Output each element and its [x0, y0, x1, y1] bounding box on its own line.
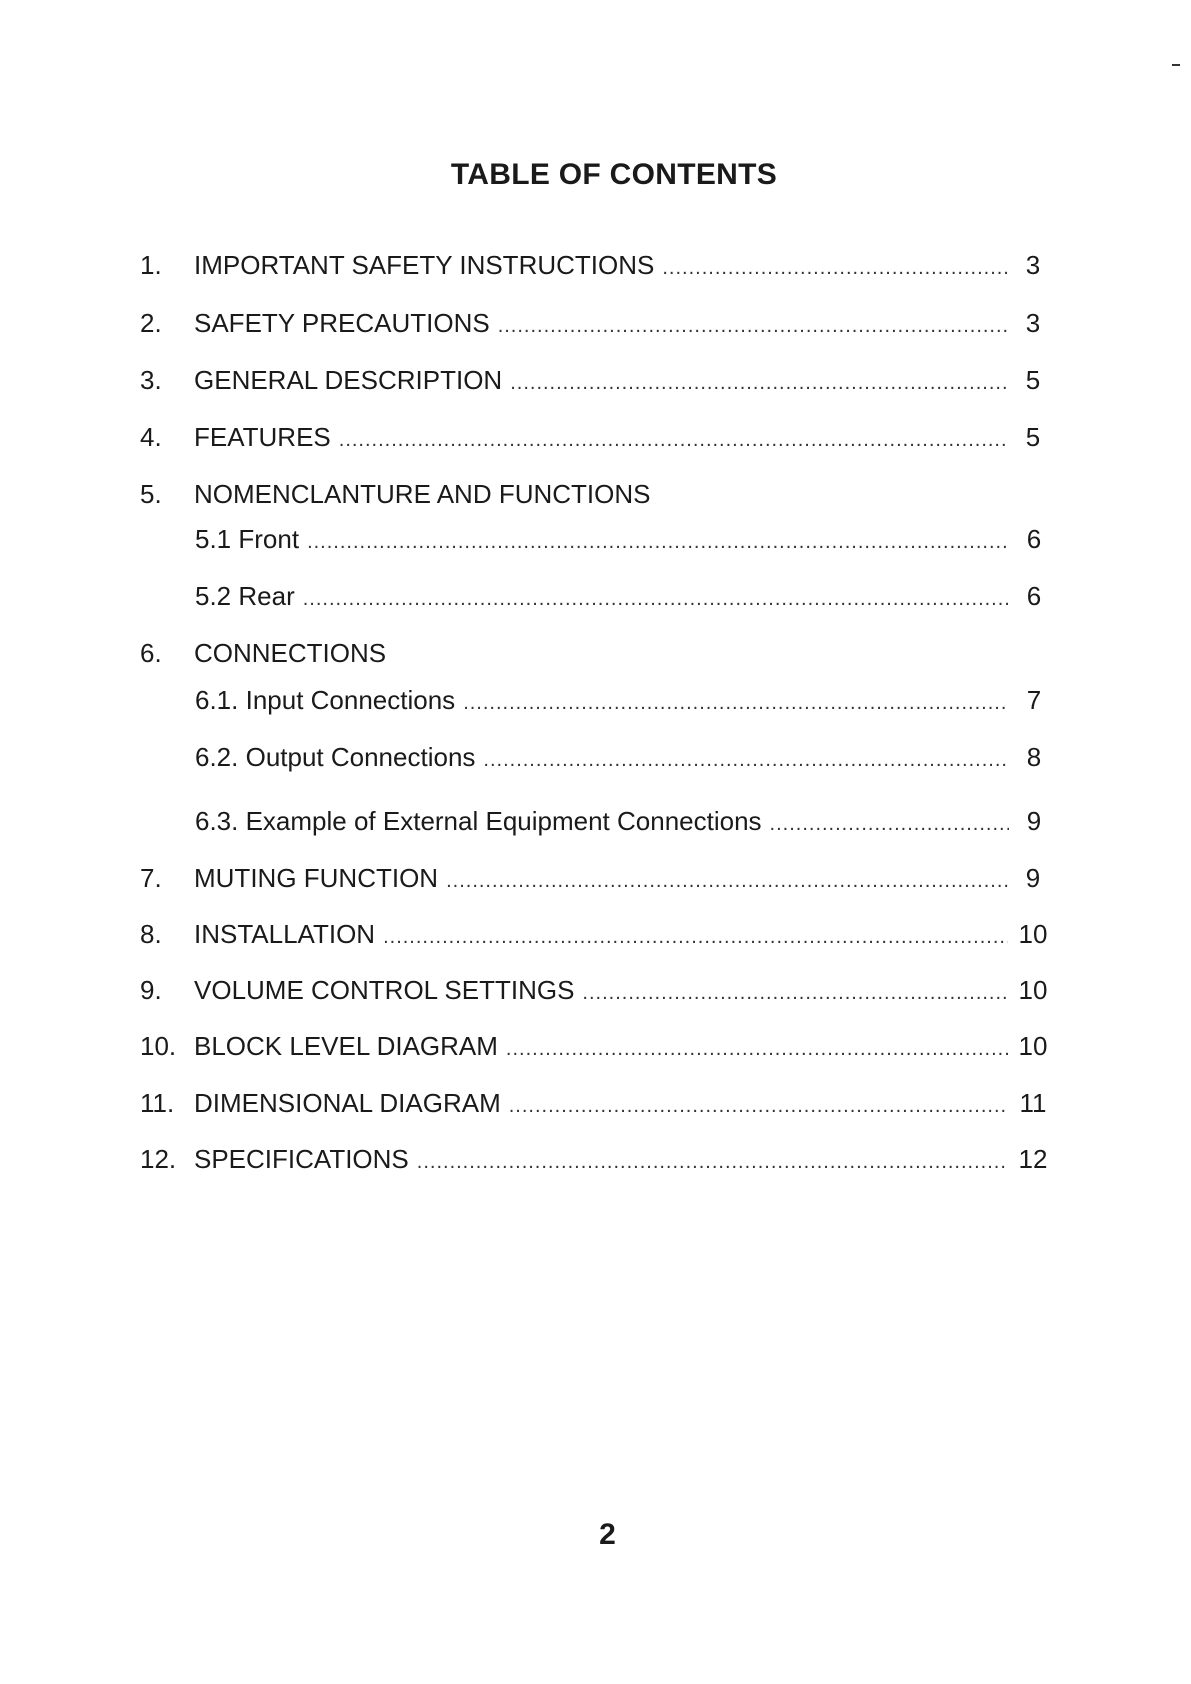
- entry-page: 5: [1025, 422, 1041, 452]
- page-number: 2: [599, 1518, 616, 1551]
- entry-page: 10: [1018, 1031, 1048, 1061]
- entry-label: FEATURES: [194, 422, 331, 452]
- entry-number: 11.: [140, 1088, 175, 1118]
- entry-page: 3: [1025, 250, 1041, 280]
- toc-section-heading[interactable]: [140, 638, 1050, 672]
- toc-entry[interactable]: [140, 1088, 1050, 1122]
- entry-label: 6.3. Example of External Equipment Connections: [195, 806, 762, 836]
- toc-entry[interactable]: [140, 365, 1050, 399]
- toc-entry[interactable]: [140, 863, 1050, 897]
- entry-label: 6.1. Input Connections: [195, 685, 456, 715]
- dot-leader: [582, 982, 1008, 1005]
- entry-page: 12: [1018, 1144, 1048, 1174]
- entry-number: 5.: [140, 479, 162, 509]
- toc-entry[interactable]: [140, 919, 1050, 953]
- scan-mark: [1172, 64, 1180, 66]
- entry-label: IMPORTANT SAFETY INSTRUCTIONS: [194, 250, 655, 280]
- entry-label: VOLUME CONTROL SETTINGS: [194, 975, 575, 1005]
- dot-leader: [383, 926, 1008, 949]
- entry-number: 6.: [140, 638, 162, 668]
- entry-page: 9: [1026, 806, 1042, 836]
- dot-leader: [509, 1095, 1008, 1118]
- entry-page: 7: [1026, 685, 1042, 715]
- entry-number: 1.: [140, 250, 162, 280]
- entry-number: 12.: [140, 1144, 177, 1174]
- dot-leader: [770, 813, 1009, 836]
- entry-page: 10: [1018, 919, 1048, 949]
- entry-label: GENERAL DESCRIPTION: [194, 365, 503, 395]
- entry-label: 5.1 Front: [195, 524, 300, 554]
- dot-leader: [307, 531, 1009, 554]
- dot-leader: [510, 372, 1008, 395]
- toc-entry[interactable]: [140, 308, 1050, 342]
- entry-page: 6: [1026, 581, 1042, 611]
- toc-entry[interactable]: [140, 1144, 1050, 1178]
- entry-label: BLOCK LEVEL DIAGRAM: [194, 1031, 498, 1061]
- entry-number: 10.: [140, 1031, 177, 1061]
- entry-label: 6.2. Output Connections: [195, 742, 476, 772]
- entry-page: 10: [1018, 975, 1048, 1005]
- toc-entry[interactable]: [140, 250, 1050, 284]
- entry-page: 8: [1026, 742, 1042, 772]
- toc-subentry[interactable]: [140, 685, 1051, 719]
- entry-page: 6: [1026, 524, 1042, 554]
- entry-label: DIMENSIONAL DIAGRAM: [194, 1088, 501, 1118]
- page-title: TABLE OF CONTENTS: [450, 158, 778, 191]
- toc-subentry[interactable]: [140, 806, 1051, 840]
- entry-page: 9: [1025, 863, 1041, 893]
- dot-leader: [506, 1038, 1008, 1061]
- dot-leader: [498, 315, 1008, 338]
- toc-subentry[interactable]: [140, 742, 1051, 776]
- entry-label: CONNECTIONS: [194, 638, 387, 668]
- toc-entry[interactable]: [140, 1031, 1050, 1065]
- entry-page: 3: [1025, 308, 1041, 338]
- dot-leader: [662, 257, 1008, 280]
- entry-label: 5.2 Rear: [195, 581, 295, 611]
- toc-subentry[interactable]: [140, 524, 1051, 558]
- dot-leader: [483, 749, 1009, 772]
- entry-label: MUTING FUNCTION: [194, 863, 439, 893]
- dot-leader: [417, 1151, 1008, 1174]
- entry-number: 2.: [140, 308, 162, 338]
- entry-number: 8.: [140, 919, 162, 949]
- entry-label: SAFETY PRECAUTIONS: [194, 308, 490, 338]
- entry-number: 3.: [140, 365, 162, 395]
- entry-number: 7.: [140, 863, 162, 893]
- toc-section-heading[interactable]: [140, 479, 1050, 513]
- dot-leader: [303, 588, 1009, 611]
- toc-entry[interactable]: [140, 422, 1050, 456]
- entry-label: SPECIFICATIONS: [194, 1144, 409, 1174]
- toc-entry[interactable]: [140, 975, 1050, 1009]
- dot-leader: [463, 692, 1009, 715]
- entry-number: 9.: [140, 975, 162, 1005]
- toc-subentry[interactable]: [140, 581, 1051, 615]
- entry-number: 4.: [140, 422, 162, 452]
- entry-label: INSTALLATION: [194, 919, 376, 949]
- dot-leader: [446, 870, 1008, 893]
- dot-leader: [339, 429, 1008, 452]
- entry-page: 11: [1019, 1088, 1047, 1118]
- entry-page: 5: [1025, 365, 1041, 395]
- entry-label: NOMENCLANTURE AND FUNCTIONS: [194, 479, 651, 509]
